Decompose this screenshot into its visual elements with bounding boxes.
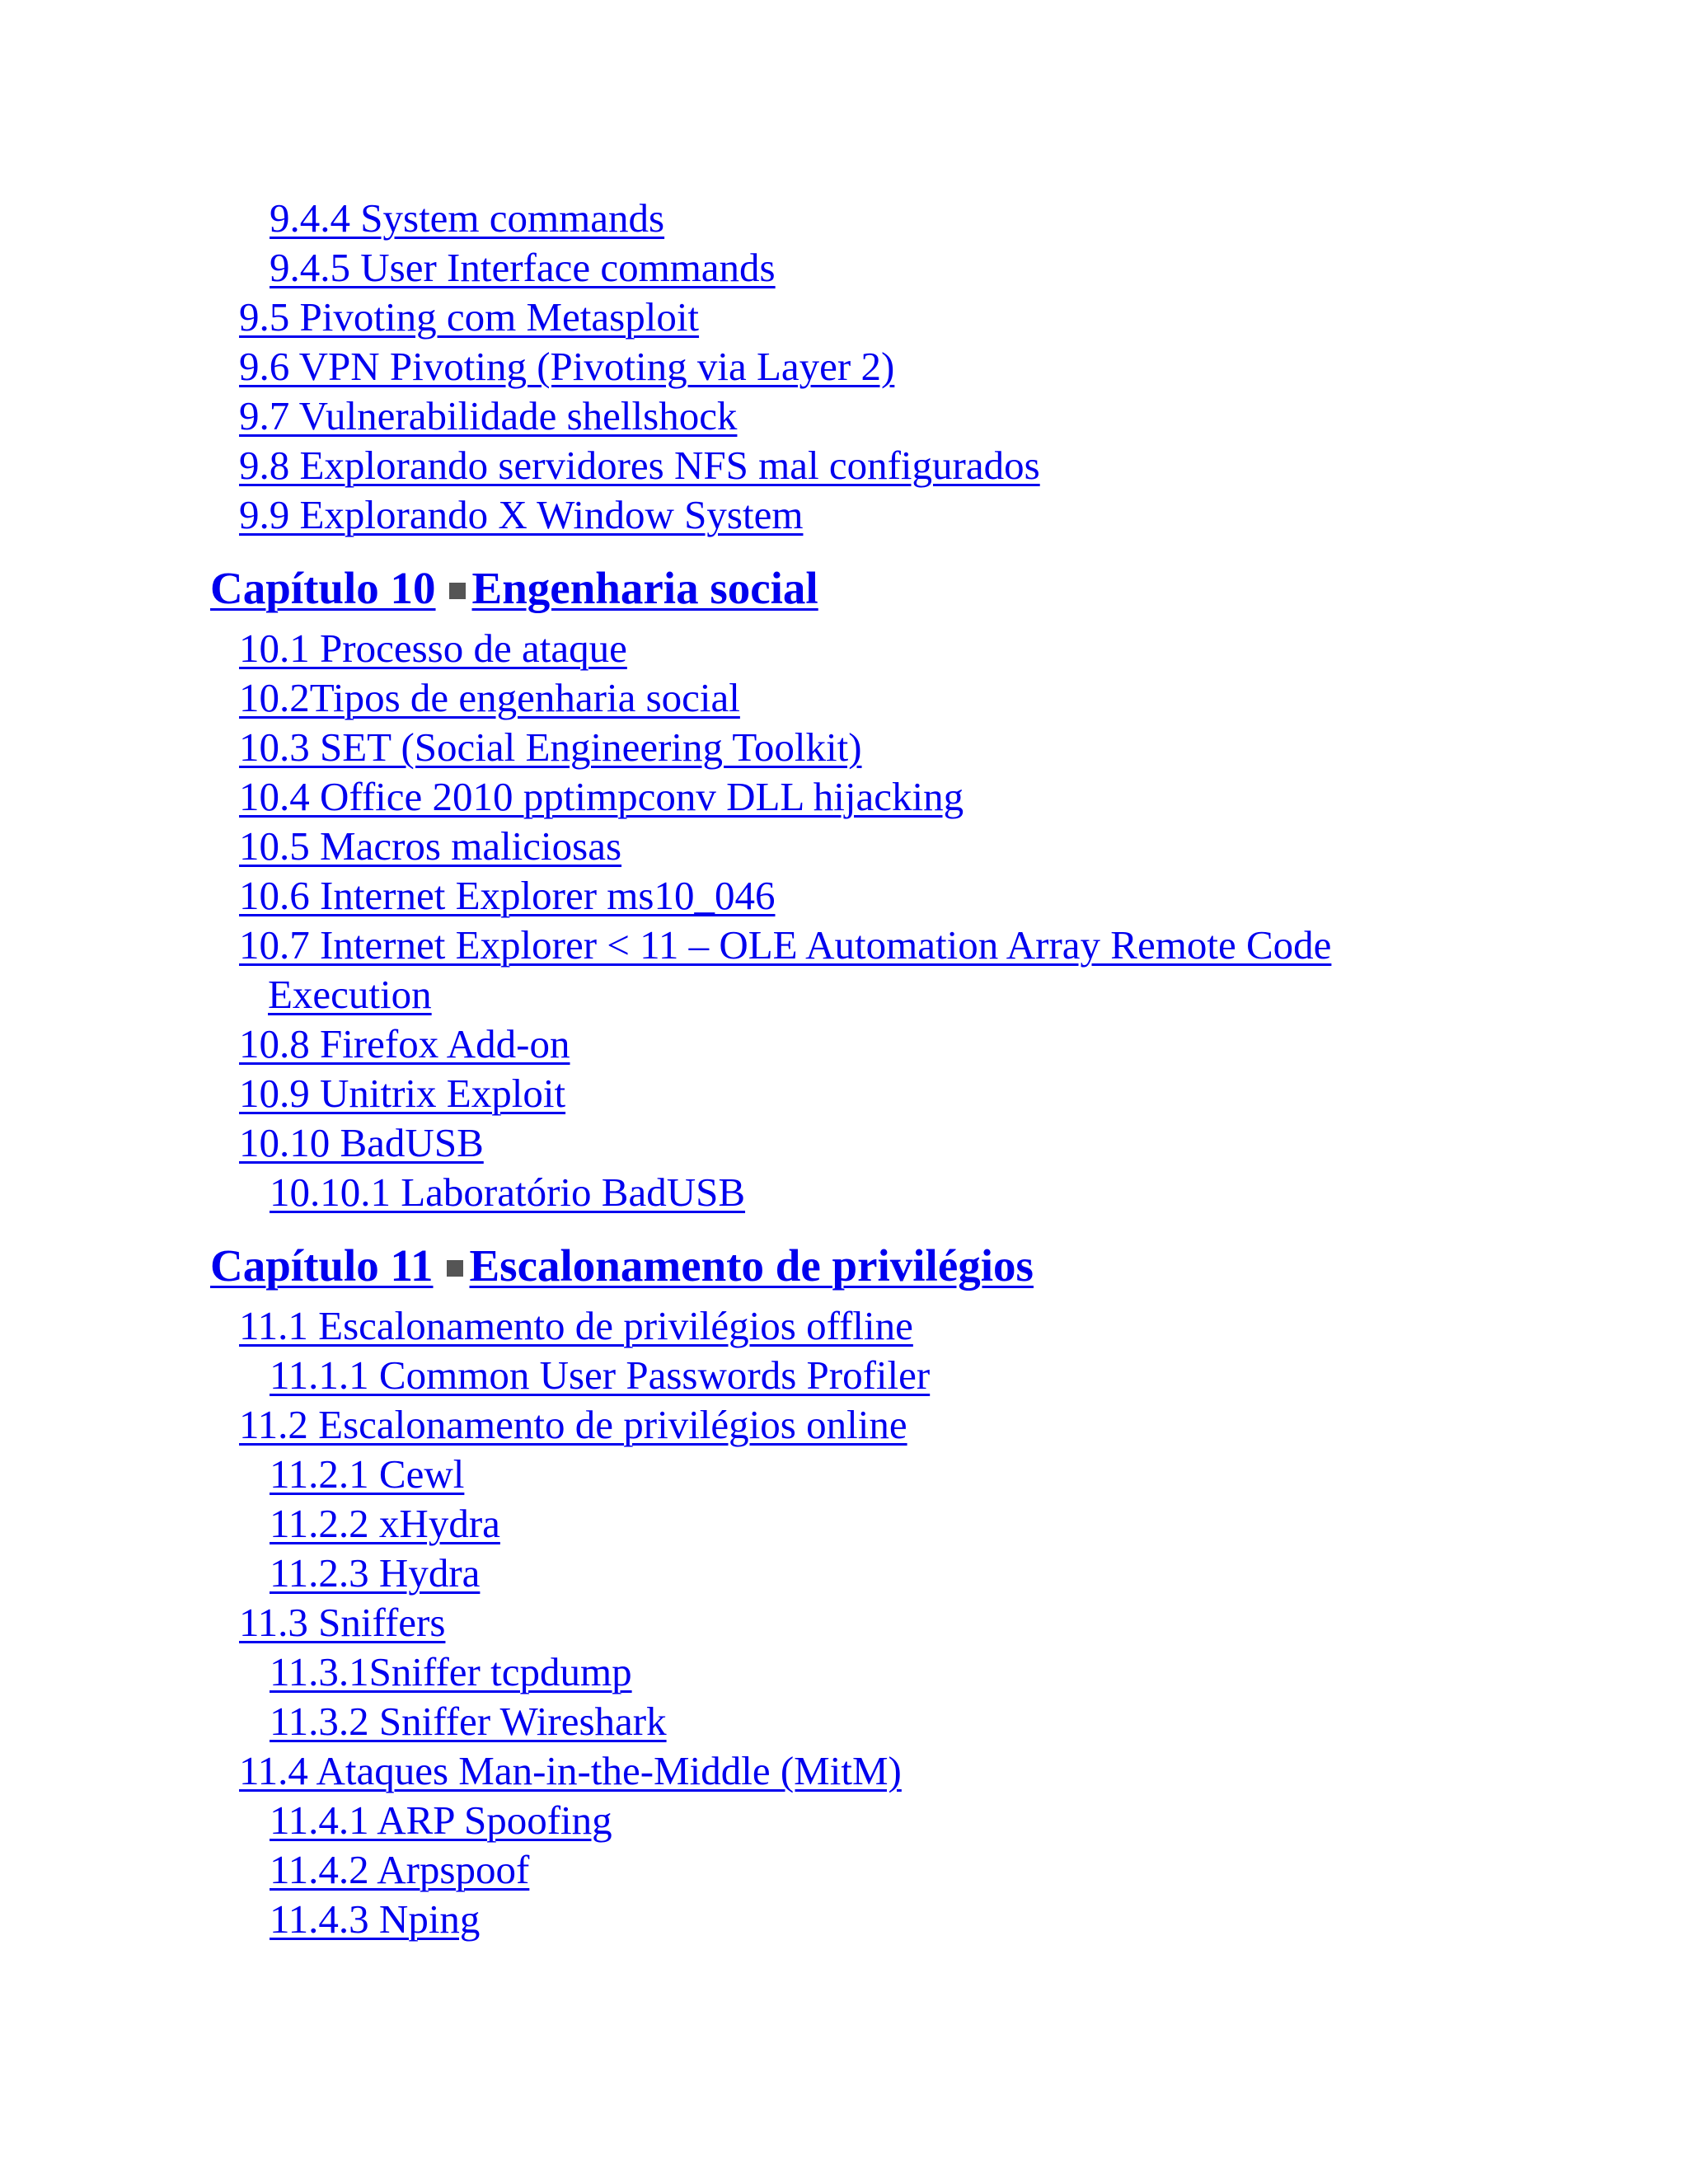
- toc-entry-9-4-5: [270, 247, 776, 288]
- toc-entry-10-2: [239, 677, 740, 718]
- toc-entry-11-3-2: [270, 1699, 667, 1744]
- toc-entry-10-10-1: [270, 1169, 746, 1215]
- toc-entry-9-9: [239, 494, 803, 535]
- toc-link[interactable]: 10.4 Office 2010 pptimpconv DLL hijacking: [239, 774, 964, 819]
- toc-entry-11-4-3: [270, 1896, 481, 1942]
- toc-link[interactable]: 10.10.1 Laboratório BadUSB: [270, 1169, 746, 1215]
- toc-link[interactable]: 11.4.3 Nping: [270, 1896, 481, 1942]
- toc-link[interactable]: 11.3 Sniffers: [239, 1600, 446, 1645]
- toc-entry-11-3-1: [270, 1649, 632, 1694]
- toc-entry-11-4-2: [270, 1849, 529, 1890]
- toc-entry-10-7-continuation: [268, 974, 432, 1015]
- toc-entry-11-1: [239, 1305, 913, 1346]
- toc-entry-10-6: [239, 875, 775, 916]
- toc-link[interactable]: 10.2Tipos de engenharia social: [239, 675, 740, 720]
- toc-link[interactable]: 11.4.2 Arpspoof: [270, 1847, 530, 1892]
- toc-link[interactable]: 11.4 Ataques Man-in-the-Middle (MitM): [239, 1748, 902, 1793]
- chapter-heading-10: [210, 565, 818, 611]
- toc-link[interactable]: 11.2.1 Cewl: [270, 1451, 465, 1497]
- toc-link[interactable]: 11.3.1Sniffer tcpdump: [270, 1649, 632, 1694]
- square-bullet-icon: [449, 583, 466, 599]
- square-bullet-icon: [447, 1260, 463, 1277]
- toc-entry-11-4-1: [270, 1797, 612, 1843]
- toc-entry-11-2-1: [270, 1451, 465, 1497]
- toc-entry-10-4: [239, 776, 964, 817]
- chapter-number-link[interactable]: Capítulo 10: [210, 563, 436, 613]
- toc-entry-11-2-3: [270, 1550, 481, 1596]
- toc-link[interactable]: 9.4.4 System commands: [270, 195, 665, 241]
- toc-link[interactable]: 10.5 Macros maliciosas: [239, 823, 622, 869]
- toc-link[interactable]: 11.1 Escalonamento de privilégios offline: [239, 1303, 913, 1348]
- toc-entry-11-2: [239, 1404, 907, 1445]
- chapter-title-link[interactable]: Engenharia social: [471, 563, 818, 613]
- toc-link[interactable]: 10.10 BadUSB: [239, 1120, 484, 1165]
- toc-link[interactable]: 11.1.1 Common User Passwords Profiler: [270, 1352, 931, 1398]
- toc-entry-10-1: [239, 626, 627, 671]
- toc-link[interactable]: 9.9 Explorando X Window System: [239, 492, 804, 537]
- toc-link[interactable]: 10.7 Internet Explorer < 11 – OLE Automation Array Remote Code: [239, 922, 1332, 968]
- toc-entry-11-2-2: [270, 1503, 500, 1544]
- toc-entry-9-7: [239, 393, 738, 438]
- chapter-title-link[interactable]: Escalonamento de privilégios: [469, 1240, 1034, 1291]
- toc-link[interactable]: 9.7 Vulnerabilidade shellshock: [239, 393, 738, 438]
- toc-link[interactable]: 11.3.2 Sniffer Wireshark: [270, 1699, 667, 1744]
- toc-link[interactable]: 11.2 Escalonamento de privilégios online: [239, 1402, 907, 1447]
- toc-link[interactable]: 10.6 Internet Explorer ms10_046: [239, 873, 776, 918]
- toc-link[interactable]: 10.9 Unitrix Exploit: [239, 1071, 566, 1116]
- toc-entry-11-3: [239, 1602, 445, 1643]
- toc-link[interactable]: 10.3 SET (Social Engineering Toolkit): [239, 724, 862, 770]
- toc-link[interactable]: 10.8 Firefox Add-on: [239, 1021, 570, 1066]
- chapter-heading-11: [210, 1240, 1034, 1291]
- toc-link[interactable]: 11.2.3 Hydra: [270, 1550, 481, 1596]
- toc-entry-9-4-4: [270, 195, 665, 241]
- toc-entry-9-8: [239, 443, 1040, 488]
- toc-link[interactable]: 9.8 Explorando servidores NFS mal configurados: [239, 443, 1040, 488]
- toc-link[interactable]: 9.4.5 User Interface commands: [270, 245, 776, 290]
- chapter-number-link[interactable]: Capítulo 11: [210, 1240, 434, 1291]
- toc-entry-10-10: [239, 1122, 484, 1163]
- toc-link[interactable]: 9.6 VPN Pivoting (Pivoting via Layer 2): [239, 344, 895, 389]
- toc-entry-9-5: [239, 294, 700, 340]
- toc-link[interactable]: 11.2.2 xHydra: [270, 1501, 500, 1546]
- toc-entry-10-5: [239, 823, 622, 869]
- toc-link[interactable]: 10.1 Processo de ataque: [239, 626, 627, 671]
- toc-link[interactable]: 9.5 Pivoting com Metasploit: [239, 294, 700, 340]
- toc-entry-11-1-1: [270, 1352, 931, 1398]
- toc-entry-10-3: [239, 724, 862, 770]
- toc-entry-10-7: [239, 922, 1332, 968]
- toc-entry-10-8: [239, 1021, 570, 1066]
- toc-entry-10-9: [239, 1071, 566, 1116]
- toc-entry-9-6: [239, 346, 894, 387]
- toc-entry-11-4: [239, 1750, 902, 1791]
- toc-link[interactable]: 11.4.1 ARP Spoofing: [270, 1797, 612, 1843]
- toc-link[interactable]: Execution: [268, 972, 432, 1017]
